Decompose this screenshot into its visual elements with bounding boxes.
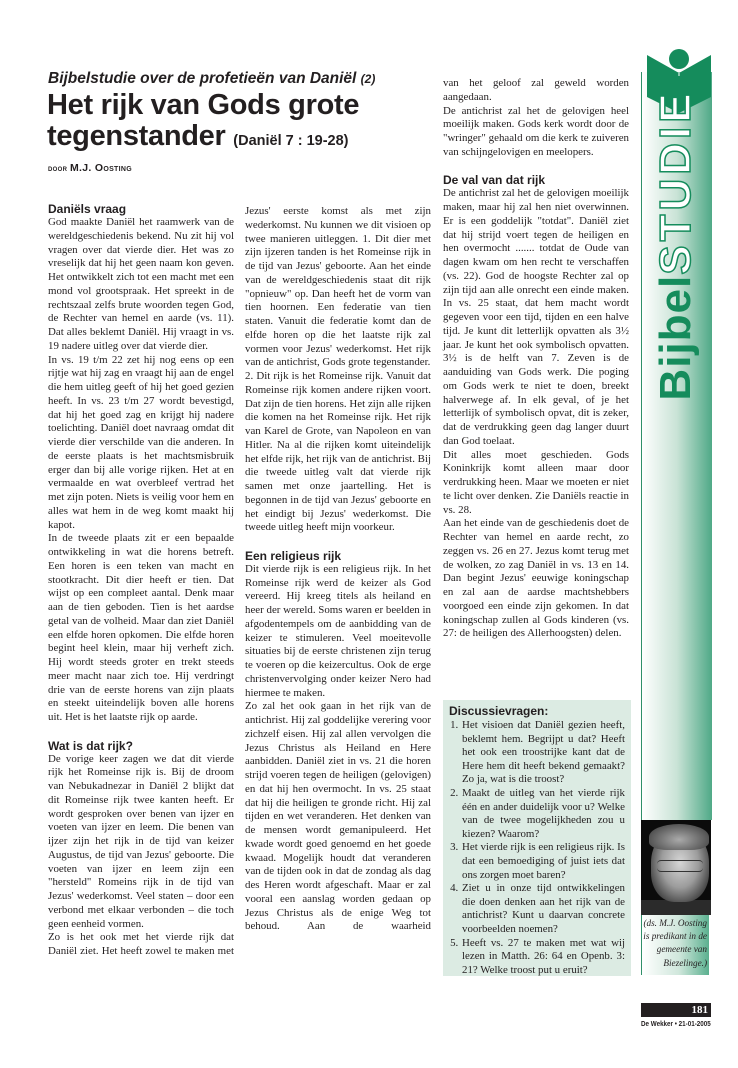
column-2 bbox=[245, 205, 431, 934]
column-3 bbox=[443, 77, 629, 641]
byline-prefix: door bbox=[48, 163, 68, 173]
bijbelstudie-wordmark bbox=[651, 89, 700, 401]
paragraph: God maakte Daniël het raamwerk van de wereldgeschiedenis bekend. Nu zit hij vol vragen over dat vierde dier. Het was zo vreselijk dat hij het geen naam kon geven. Het ontwikkelt zich tot een macht met een mond vol grootspraak. Het spreekt in de rechtszaal zelfs brute woorden tegen God, de Rechter van hemel en aarde (vs. 11). Dat alles beklemt Daniël. Hij vraagt in vs. 19 nadere uitleg over dat vierde dier. bbox=[48, 216, 234, 352]
paragraph: Jezus' eerste komst als met zijn wederkomst. Nu kunnen we dit visioen op twee manieren uitleggen. 1. Dit dier met zijn ijzeren tanden is het Romeinse rijk in de tijd van Jezus' geboorte. Aan het einde van de wereldgeschiedenis staat dit rijk "opnieuw" op. Dan heeft het de vorm van tien hoornen. Een federatie van tien staten. Vanuit die federatie komt dan de elfde horen op die het laatste rijk zal vormen voor Jezus' wederkomst. Het rijk van de antichrist, Gods grote tegenstander. bbox=[245, 205, 431, 369]
discussion-title: Discussievragen: bbox=[449, 704, 549, 718]
author-photo bbox=[641, 820, 711, 915]
article-kicker bbox=[48, 70, 375, 88]
kicker-text: Bijbelstudie over de profetieën van Daniël bbox=[48, 70, 357, 87]
discussion-question: 4. Ziet u in onze tijd ontwikkelingen die doen denken aan het rijk van de antichrist? Kunt u daarvan concrete voorbeelden noemen? bbox=[461, 882, 625, 936]
paragraph: Zo is het ook met het vierde rijk dat Daniël ziet. Het heeft zowel te maken met bbox=[48, 931, 234, 957]
paragraph: Dit vierde rijk is een religieus rijk. In het Romeinse rijk werd de keizer als God vereerd. Hij kreeg titels als heiland en heer der wereld. Soms waren er beelden in afgodentempels om de aanbidding van de keizer te stimuleren. Veel moeitevolle situaties bij de eerste christenen zijn terug te voeren op die keizercultus. Ook de erge christenvervolging onder keizer Nero had hiermee te maken. bbox=[245, 562, 431, 699]
paragraph: 2. Dit rijk is het Romeinse rijk. Vanuit dat Romeinse rijk komen andere rijken voort. Dat zijn de tien horens. Het zijn alle rijken die komen na het Romeinse rijk. Het rijk van Karel de Grote, van Napoleon en van Hitler. Na al die rijken komt uiteindelijk het elfde rijk, het rijk van de antichrist. Bij die tweede uitleg valt dat vierde rijk samen met onze jaartelling. Het is begonnen in de tijd van Jezus' geboorte en het eindigt bij Jezus' wederkomst. Die tweede uitleg heeft mijn voorkeur. bbox=[245, 370, 431, 534]
discussion-question: 3. Het vierde rijk is een religieus rijk. Is dat een bemoediging of juist iets dat ons zorgen moet baren? bbox=[461, 841, 625, 882]
page-number: 181 bbox=[641, 1003, 711, 1017]
paragraph: De antichrist zal het de gelovigen heel moeilijk maken. Gods kerk wordt door de "wringer" gehaald om die kerk te zuiveren van schijngelovigen en meelopers. bbox=[443, 104, 629, 158]
section-heading: Wat is dat rijk? bbox=[48, 738, 133, 753]
byline bbox=[48, 162, 132, 174]
paragraph: De vorige keer zagen we dat dit vierde rijk het Romeinse rijk is. Bij de droom van Nebukadnezar in Daniël 2 blijkt dat dit Romeinse rijk twee kanten heeft. Er wordt gesproken over benen van ijzer en voeten van ijzer en leem. Die benen van ijzer zijn het rijk in de tijd van keizer Augustus, de tijd van Jezus' geboorte. Die voeten van ijzer en leem zijn een "hersteld" Romeins rijk in de tijd van Jezus' wederkomst. Veel staten – door een verbond met elkaar verbonden – die toch geen eenheid vormen. bbox=[48, 752, 234, 930]
photo-caption: (ds. M.J. Oosting is predikant in de gemeente van Biezelinge.) bbox=[641, 915, 709, 975]
wordmark-part-1: Bijbel bbox=[651, 274, 700, 401]
paragraph: In vs. 19 t/m 22 zet hij nog eens op een rijtje wat hij zag en vraagt hij aan de engel die hem uitleg geeft of hij het goed gezien heeft. In vs. 23 t/m 27 wordt bevestigd, dat hij het goed zag en krijgt hij nadere toelichting. Daniël doet navraag omdat dit vierde dier verschilde van die anderen. In de eerste plaats is het machtsmisbruik erger dan bij alle vorige rijken. Het at en vermaalde en wat overbleef vertrad het met zijn poten. Niets is veilig voor hem en alles wat hem in de weg komt maakt hij kapot. bbox=[48, 353, 234, 531]
article-title bbox=[47, 90, 447, 157]
section-heading: Een religieus rijk bbox=[245, 548, 342, 563]
wordmark-part-2: STUDIE bbox=[651, 89, 700, 275]
paragraph: Zo zal het ook gaan in het rijk van de antichrist. Hij zal goddelijke verering voor zichzelf eisen. Hij zal allen vervolgen die Jezus Christus als Heiland en Here aanbidden. Daniël ziet in vs. 21 die horen strijd voeren tegen de heiligen (gelovigen) en dat hij hen overmocht. In vs. 25 staat dat hij die heiligen te gronde richt. Hij zal tijden en wet veranderen. Het denken van de mensen wordt gemanipuleerd. Het kwade wordt goed genoemd en het goede kwaad. Mogelijk houdt dat veranderen van de tijden ook in dat de zondag als dag des Heren wordt afgeschaft. Maar er zal vooral een aanslag worden gedaan op Jezus Christus als de enige Weg tot behoud. Aan de waarheid bbox=[245, 700, 431, 933]
section-heading: Daniëls vraag bbox=[48, 202, 127, 216]
paragraph: Aan het einde van de geschiedenis doet de Rechter van hemel en aarde recht, zo zeggen vs. 26 en 27. Jezus komt terug met de wolken, zo zag Daniël in vs. 13 en 14. Dan begint Jezus' eeuwige koningschap en zal aan de aardse machtshebbers voorgoed een einde zijn gekomen. In dat koningschap zullen al Gods kinderen (vs. 27: de heiligen des Allerhoogsten) delen. bbox=[443, 517, 629, 640]
title-scripture-reference: (Daniël 7 : 19-28) bbox=[233, 133, 349, 149]
paragraph: In de tweede plaats zit er een bepaalde ontwikkeling in wat die horens betreft. Een horen is een teken van macht en stootkracht. Dit dier heeft er tien. Dat wijst op een compleet aantal. Denk maar aan de tien geboden. Tien is het aardse getal van de volheid. Maar dan ziet Daniël een elfde horen opkomen. Die elfde horen begint heel klein, maar hij verheft zich. Hij wordt steeds groter en trekt steeds meer macht naar zich toe. Hij verdringt drie van de eerste horens van zijn plaats en steekt uiteindelijk boven alle horens uit. Het is het laatste rijk op aarde. bbox=[48, 532, 234, 723]
discussion-question: 5. Heeft vs. 27 te maken met wat wij lezen in Matth. 26: 64 en Openb. 3: 21? Welke troost put u eruit? bbox=[461, 937, 625, 978]
discussion-question: 1. Het visioen dat Daniël gezien heeft, beklemt hem. Begrijpt u dat? Heeft het ook een troostrijke kant dat de Here hem dit heeft bekend gemaakt? Zo ja, wat is die troost? bbox=[461, 719, 625, 787]
discussion-list bbox=[449, 719, 625, 977]
discussion-question: 2. Maakt de uitleg van het vierde rijk één en ander duidelijk voor u? Welke van de twee mogelijkheden zou u kiezen? Waarom? bbox=[461, 787, 625, 841]
kicker-number: (2) bbox=[360, 72, 376, 86]
paragraph: van het geloof zal geweld worden aangedaan. bbox=[443, 77, 629, 103]
discussion-questions-box bbox=[443, 700, 631, 976]
section-heading: De val van dat rijk bbox=[443, 173, 546, 188]
paragraph: Dit alles moet geschieden. Gods Koninkrijk komt alleen maar door verdrukking heen. Maar we moeten er niet te licht over denken. Zie Daniëls reactie in vs. 28. bbox=[443, 448, 629, 516]
title-text: Het rijk van Gods grote tegenstander bbox=[47, 89, 360, 152]
publication-line: De Wekker • 21-01-2005 bbox=[641, 1019, 711, 1028]
column-1 bbox=[48, 202, 234, 959]
paragraph: De antichrist zal het de gelovigen moeilijk maken, maar hij zal hen niet overwinnen. Er is een goddelijk "totdat". Daniël ziet dat hij strijd voert tegen de heiligen en hen overmocht ....... totdat de Oude van dagen kwam om hen recht te verschaffen (vs. 22). God de hoogste Rechter zal op zijn tijd aan alle onrecht een einde maken. In vs. 25 staat, dat hem macht wordt gegeven voor een tijd, tijden en een halve tijd. Je kunt dit letterlijk opvatten als 3½ jaar. Je kunt het ook symbolisch opvatten. 3½ is de helft van 7. Zeven is de aanduiding van Gods werk. Die poging om Gods werk te niet te doen, breekt halverwege af. In elk geval, of je het letterlijk of symbolisch opvat, dit is zeker, dat de verdrukking geen dag langer duurt dan God toelaat. bbox=[443, 187, 629, 447]
byline-author: M.J. Oosting bbox=[70, 162, 132, 174]
